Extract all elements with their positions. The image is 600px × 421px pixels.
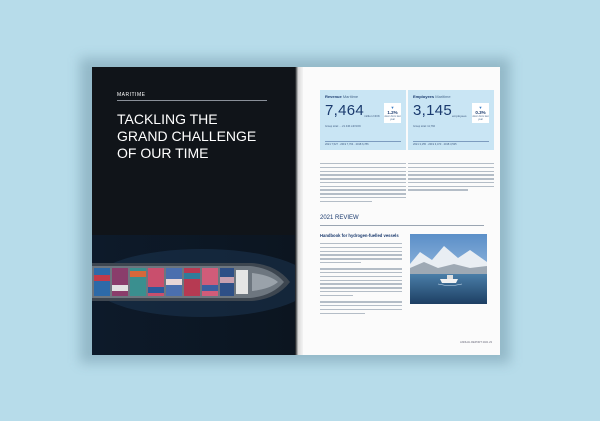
headline-line-3: OF OUR TIME xyxy=(117,145,209,161)
employees-kpi-box xyxy=(408,90,494,150)
trend-down-icon: ▼ xyxy=(390,105,395,110)
review-section-title: 2021 REVIEW xyxy=(320,215,359,221)
revenue-history: 2021 7,527 · 2019 7,764 · 2018 6,786 xyxy=(325,143,369,146)
body-text-column-3 xyxy=(320,243,402,316)
employees-change-label: down from last year xyxy=(472,115,489,121)
section-divider xyxy=(117,100,267,101)
left-page xyxy=(92,67,295,355)
right-page xyxy=(303,67,500,355)
container-ship-photo xyxy=(92,235,295,355)
employees-value: 3,145 xyxy=(413,102,453,119)
page-headline xyxy=(117,111,287,162)
page-footer: ANNUAL REPORT 2021 23 xyxy=(460,341,492,344)
vessel xyxy=(440,279,458,283)
revenue-change-badge xyxy=(384,103,401,123)
employees-history: 2021 3,155 · 2019 3,473 · 2018 3,535 xyxy=(413,143,457,146)
body-text-column-2 xyxy=(408,163,494,193)
revenue-change-value: 1.2% xyxy=(387,110,398,115)
cargo-containers xyxy=(94,268,248,296)
kpi-title: Employees Maritime xyxy=(413,94,451,99)
revenue-value: 7,464 xyxy=(325,102,365,119)
kpi-title: Revenue Maritime xyxy=(325,94,359,99)
employees-group-note: Group total: 11,760 xyxy=(413,125,436,128)
revenue-change-label: down from last year xyxy=(384,115,401,121)
section-label: MARITIME xyxy=(117,92,146,98)
fjord-vessel-photo xyxy=(410,234,487,304)
trend-down-icon: ▼ xyxy=(478,105,483,110)
magazine-spread xyxy=(92,67,500,355)
subsection-title: Handbook for hydrogen-fuelled vessels xyxy=(320,233,399,238)
review-divider xyxy=(320,225,484,226)
book-gutter xyxy=(295,67,303,355)
headline-line-2: GRAND CHALLENGE xyxy=(117,128,257,144)
employees-unit: employees xyxy=(452,114,467,118)
body-text-column-1 xyxy=(320,163,406,205)
revenue-group-note: Group total: ... 21 446 mill NOK xyxy=(325,125,362,128)
revenue-kpi-box xyxy=(320,90,406,150)
headline-line-1: TACKLING THE xyxy=(117,111,218,127)
employees-change-value: 0.3% xyxy=(475,110,486,115)
employees-change-badge xyxy=(472,103,489,123)
revenue-unit: million NOK xyxy=(364,114,380,118)
